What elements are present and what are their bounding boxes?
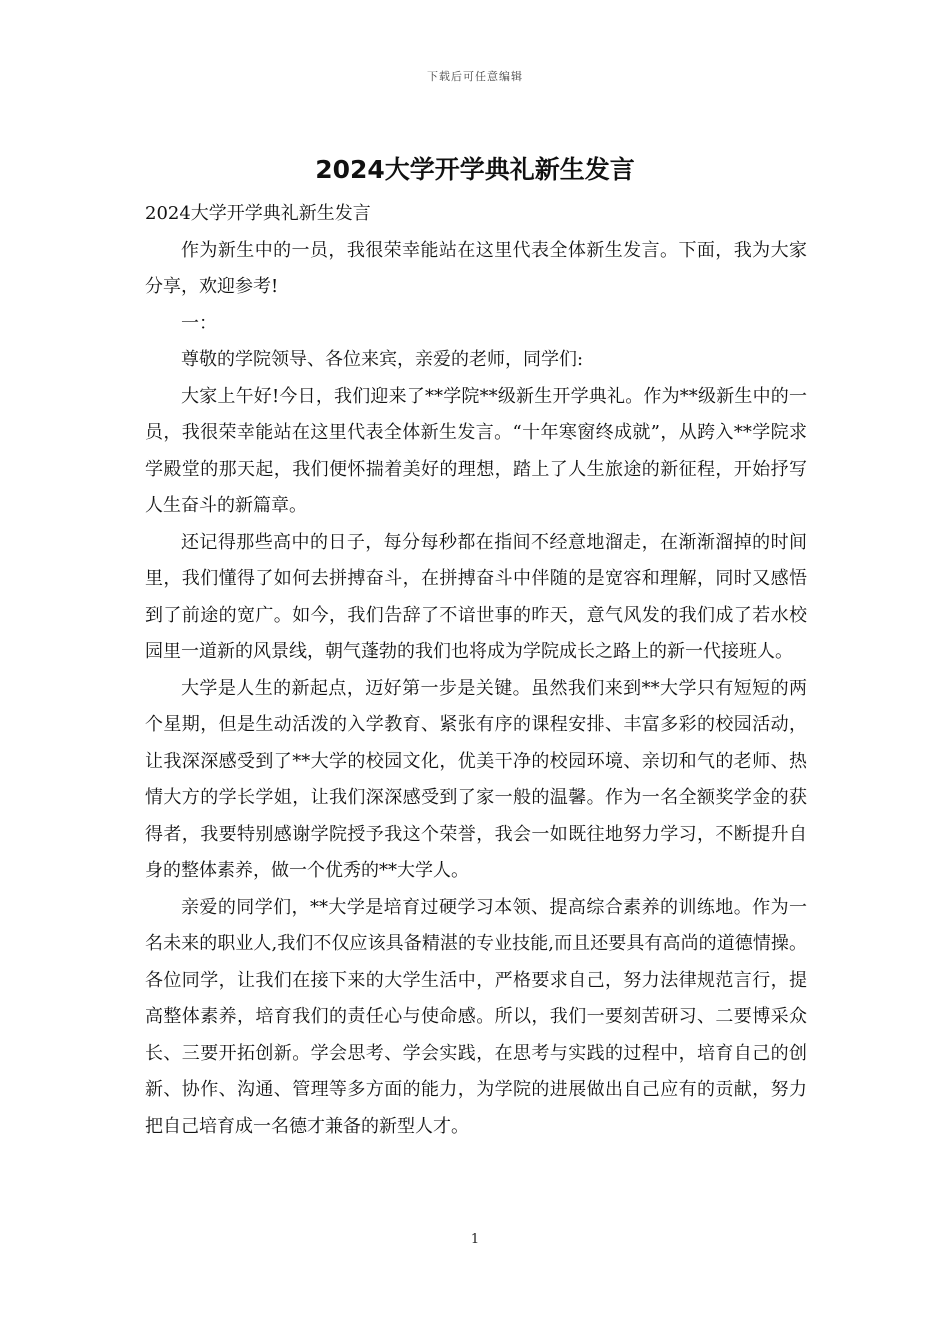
document-title: 2024大学开学典礼新生发言 [315,155,635,184]
body-paragraph: 亲爱的同学们，**大学是培育过硬学习本领、提高综合素养的训练地。作为一名未来的职业人,我们不仅应该具备精湛的专业技能,而且还要具有高尚的道德情操。各位同学，让我们在接下来的大学生活中，严格要求自己，努力法律规范言行，提高整体素养，培育我们的责任心与使命感。所以，我们一要刻苦研习、二要博采众长、三要开拓创新。学会思考、学会实践，在思考与实践的过程中，培育自己的创新、协作、沟通、管理等多方面的能力，为学院的进展做出自己应有的贡献，努力把自己培育成一名德才兼备的新型人才。 [145,896,807,1137]
salutation-paragraph: 尊敬的学院领导、各位来宾，亲爱的老师，同学们: [181,349,584,370]
document-body [145,196,807,1145]
subtitle-line: 2024大学开学典礼新生发言 [145,203,371,224]
header-note: 下载后可任意编辑 [427,70,523,83]
body-paragraph: 还记得那些高中的日子，每分每秒都在指间不经意地溜走，在渐渐溜掉的时间里，我们懂得了如何去拼搏奋斗，在拼搏奋斗中伴随的是宽容和理解，同时又感悟到了前途的宽广。如今，我们告辞了不谙世事的昨天，意气风发的我们成了若水校园里一道新的风景线，朝气蓬勃的我们也将成为学院成长之路上的新一代接班人。 [145,531,807,662]
body-paragraph: 大学是人生的新起点，迈好第一步是关键。虽然我们来到**大学只有短短的两个星期，但是生动活泼的入学教育、紧张有序的课程安排、丰富多彩的校园活动，让我深深感受到了**大学的校园文化，优美干净的校园环境、亲切和气的老师、热情大方的学长学姐，让我们深深感受到了家一般的温馨。作为一名全额奖学金的获得者，我要特别感谢学院授予我这个荣誉，我会一如既往地努力学习，不断提升自身的整体素养，做一个优秀的**大学人。 [145,677,807,881]
section-heading: 一： [181,312,217,334]
page-number: 1 [470,1232,480,1247]
body-paragraph: 大家上午好!今日，我们迎来了**学院**级新生开学典礼。作为**级新生中的一员，我很荣幸能站在这里代表全体新生发言。“十年寒窗终成就”，从跨入**学院求学殿堂的那天起，我们便怀揣着美好的理想，踏上了人生旅途的新征程，开始抒写人生奋斗的新篇章。 [145,385,807,516]
intro-paragraph: 作为新生中的一员，我很荣幸能站在这里代表全体新生发言。下面，我为大家分享，欢迎参考! [145,239,807,297]
